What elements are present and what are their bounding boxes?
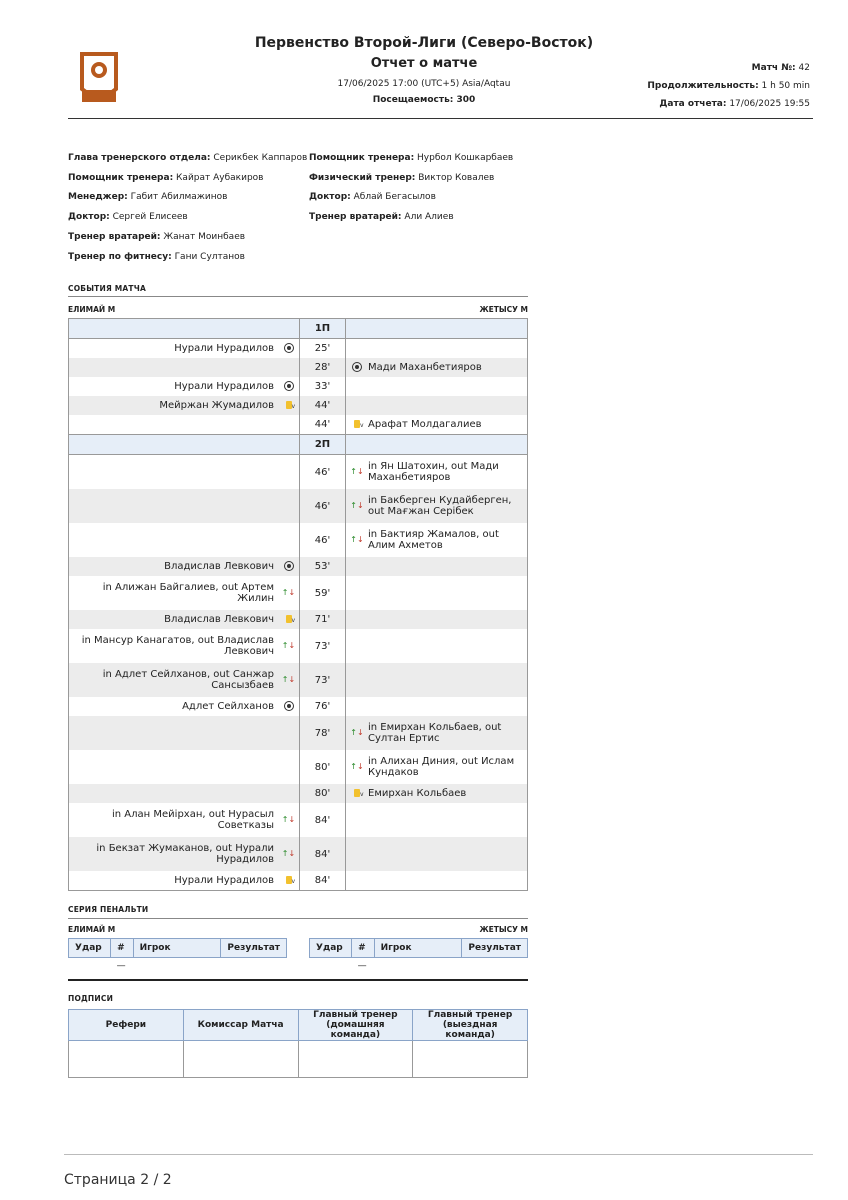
event-minute: 84' [300, 803, 346, 837]
yellow-card-icon [286, 615, 292, 623]
sig-box-away-coach [413, 1041, 528, 1078]
event-row [69, 358, 528, 377]
goal-icon [284, 381, 294, 391]
penalties-away-table [309, 938, 528, 974]
event-row [69, 396, 528, 415]
sig-referee: Рефери [69, 1010, 184, 1041]
event-row [69, 837, 528, 871]
substitution-icon: ↑↓ [350, 501, 364, 510]
events-table [68, 318, 528, 891]
col-player: Игрок [374, 939, 462, 958]
staff-name: Габит Абилмажинов [127, 192, 228, 203]
away-event-text: in Алихан Диния, out Ислам Кундаков [368, 756, 515, 778]
staff-name: Виктор Ковалев [415, 172, 495, 183]
event-row [69, 663, 528, 697]
staff-role: Глава тренерского отдела: [68, 153, 211, 163]
penalties-home-team: ЕЛИМАЙ М [68, 925, 116, 934]
away-event-text: in Бактияр Жамалов, out Алим Ахметов [368, 529, 499, 551]
event-row [69, 415, 528, 435]
event-minute: 28' [300, 358, 346, 377]
away-event-text: Арафат Молдагалиев [368, 419, 482, 430]
signatures-table [68, 1009, 528, 1078]
substitution-icon: ↑↓ [350, 728, 364, 737]
col-number: # [111, 939, 133, 958]
staff-name: Кайрат Аубакиров [173, 172, 264, 183]
period-label: 1П [300, 319, 346, 339]
staff-entry [68, 212, 188, 222]
goal-icon [352, 362, 362, 372]
substitution-icon: ↑↓ [281, 588, 296, 597]
staff-name: Гани Султанов [171, 251, 245, 262]
event-row [69, 629, 528, 663]
substitution-icon: ↑↓ [350, 535, 364, 544]
header-divider [68, 118, 813, 119]
signatures-section-label: ПОДПИСИ [68, 994, 114, 1003]
substitution-icon: ↑↓ [281, 641, 296, 650]
sig-box-commissioner [183, 1041, 298, 1078]
home-event-text: Нурали Нурадилов [174, 875, 274, 886]
away-event-text: Емирхан Кольбаев [368, 784, 528, 803]
staff-name: Жанат Моинбаев [160, 231, 246, 242]
event-minute: 80' [300, 750, 346, 784]
event-minute: 53' [300, 557, 346, 576]
event-row [69, 697, 528, 716]
yellow-card-icon [286, 401, 292, 409]
event-row [69, 523, 528, 557]
events-divider [68, 296, 528, 297]
substitution-icon: ↑↓ [350, 467, 364, 476]
event-row [69, 576, 528, 610]
event-minute: 46' [300, 523, 346, 557]
events-away-team: ЖЕТЫСУ М [479, 305, 528, 314]
away-event-text: in Бакберген Кудайберген, out Мағжан Серібек [368, 489, 528, 523]
away-event-text: Мади Маханбетияров [368, 358, 528, 377]
event-minute: 44' [300, 396, 346, 415]
event-row [69, 871, 528, 891]
home-event-text: in Бекзат Жумаканов, out Нурали Нурадилов [69, 837, 279, 871]
staff-entry [68, 192, 227, 202]
event-minute: 78' [300, 716, 346, 750]
col-shot: Удар [69, 939, 111, 958]
penalties-home-empty: — [116, 961, 126, 971]
period-label: 2П [300, 435, 346, 455]
yellow-card-icon [354, 420, 360, 428]
sig-home-coach: Главный тренер (домашняя команда) [298, 1010, 413, 1041]
substitution-icon: ↑↓ [281, 675, 296, 684]
penalties-section-label: СЕРИЯ ПЕНАЛЬТИ [68, 905, 149, 914]
period-row [69, 319, 528, 339]
event-minute: 33' [300, 377, 346, 396]
event-minute: 84' [300, 837, 346, 871]
home-event-text: Владислав Левкович [69, 610, 279, 629]
staff-entry [68, 173, 263, 183]
events-section-label: СОБЫТИЯ МАТЧА [68, 284, 146, 293]
sig-box-home-coach [298, 1041, 413, 1078]
event-minute: 59' [300, 576, 346, 610]
event-row [69, 455, 528, 490]
penalties-away-empty: — [357, 961, 367, 971]
event-minute: 46' [300, 455, 346, 490]
col-result: Результат [462, 939, 528, 958]
event-minute: 71' [300, 610, 346, 629]
home-event-text: Адлет Сейлханов [182, 701, 274, 712]
home-event-text: Нурали Нурадилов [174, 343, 274, 354]
away-event-text: in Ян Шатохин, out Мади Маханбетияров [368, 461, 499, 483]
event-minute: 25' [300, 339, 346, 359]
event-row [69, 377, 528, 396]
event-row [69, 339, 528, 359]
match-number: Матч №: 42 [751, 63, 810, 73]
match-duration: Продолжительность: 1 h 50 min [647, 81, 810, 91]
event-row [69, 803, 528, 837]
staff-name: Нурбол Кошкарбаев [414, 153, 514, 163]
staff-role: Тренер по фитнесу: [68, 251, 172, 262]
staff-name: Аблай Бегасылов [350, 192, 436, 203]
goal-icon [284, 701, 294, 711]
staff-entry [68, 252, 245, 262]
staff-role: Доктор: [309, 192, 351, 203]
home-event-text: in Алан Мейірхан, out Нурасыл Советказы [112, 809, 274, 831]
period-row [69, 435, 528, 455]
penalties-home-table [68, 938, 287, 974]
event-minute: 80' [300, 784, 346, 803]
event-row [69, 716, 528, 750]
staff-role: Менеджер: [68, 192, 128, 203]
staff-role: Помощник тренера: [68, 172, 174, 183]
staff-name: Али Алиев [401, 212, 454, 223]
event-minute: 44' [300, 415, 346, 435]
event-minute: 84' [300, 871, 346, 891]
yellow-card-icon [286, 876, 292, 884]
page-number: Страница 2 / 2 [64, 1172, 172, 1188]
sig-box-referee [69, 1041, 184, 1078]
penalties-bottom-rule [68, 979, 528, 981]
match-datetime: 17/06/2025 17:00 (UTC+5) Asia/Aqtau [337, 79, 511, 89]
col-number: # [352, 939, 374, 958]
yellow-card-icon [354, 789, 360, 797]
home-event-text: Мейржан Жумадилов [69, 396, 279, 415]
home-event-text: Владислав Левкович [69, 557, 279, 576]
staff-name: Сергей Елисеев [109, 212, 188, 223]
staff-role: Тренер вратарей: [309, 212, 402, 223]
staff-name: Серикбек Каппаров [210, 153, 308, 163]
substitution-icon: ↑↓ [350, 762, 364, 771]
penalties-away-team: ЖЕТЫСУ М [479, 925, 528, 934]
sig-commissioner: Комиссар Матча [183, 1010, 298, 1041]
substitution-icon: ↑↓ [281, 815, 296, 824]
staff-entry [68, 153, 307, 163]
event-row [69, 489, 528, 523]
staff-role: Тренер вратарей: [68, 231, 161, 242]
event-row [69, 784, 528, 803]
staff-entry [309, 173, 494, 183]
col-result: Результат [221, 939, 287, 958]
staff-entry [309, 153, 513, 163]
staff-role: Доктор: [68, 212, 110, 223]
sig-away-coach: Главный тренер (выездная команда) [413, 1010, 528, 1041]
home-event-text: in Мансур Канагатов, out Владислав Левкович [81, 635, 274, 657]
events-home-team: ЕЛИМАЙ М [68, 305, 116, 314]
event-row [69, 610, 528, 629]
home-event-text: in Адлет Сейлханов, out Санжар Сансызбаев [69, 663, 279, 697]
staff-role: Помощник тренера: [309, 153, 415, 163]
penalties-divider [68, 918, 528, 919]
substitution-icon: ↑↓ [281, 849, 296, 858]
report-date: Дата отчета: 17/06/2025 19:55 [659, 99, 810, 109]
event-row [69, 557, 528, 576]
staff-entry [68, 232, 245, 242]
home-event-text: Нурали Нурадилов [174, 381, 274, 392]
attendance: Посещаемость: 300 [372, 95, 476, 105]
staff-role: Физический тренер: [309, 172, 416, 183]
report-title: Первенство Второй-Лиги (Северо-Восток) [254, 35, 594, 51]
footer-divider [64, 1154, 813, 1155]
event-row [69, 750, 528, 784]
report-subtitle: Отчет о матче [370, 56, 478, 71]
away-event-text: in Емирхан Кольбаев, out Султан Ертис [368, 716, 528, 750]
col-shot: Удар [310, 939, 352, 958]
home-event-text: in Алижан Байгалиев, out Артем Жилин [102, 582, 274, 604]
goal-icon [284, 343, 294, 353]
staff-entry [309, 212, 454, 222]
event-minute: 46' [300, 489, 346, 523]
event-minute: 76' [300, 697, 346, 716]
event-minute: 73' [300, 663, 346, 697]
col-player: Игрок [133, 939, 221, 958]
goal-icon [284, 561, 294, 571]
event-minute: 73' [300, 629, 346, 663]
staff-entry [309, 192, 436, 202]
